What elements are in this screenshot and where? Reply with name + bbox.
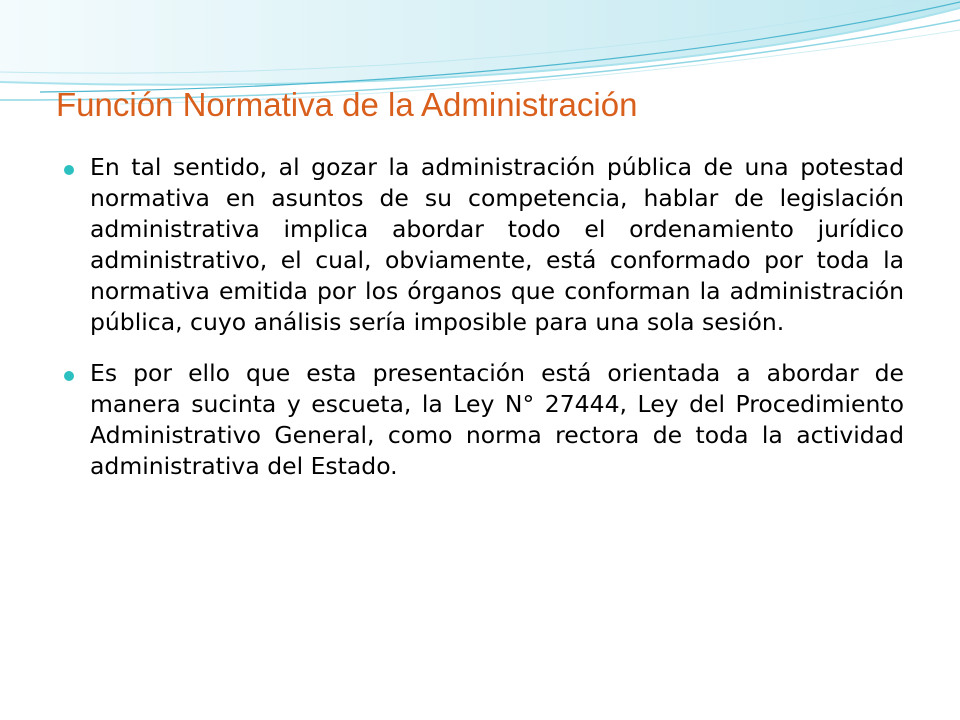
bullet-dot-icon <box>64 371 74 381</box>
bullet-text: En tal sentido, al gozar la administración pública de una potestad normativa en asuntos de su competencia, hablar de legislación administrativa implica abordar todo el ordenamiento jurídico administrativo, el cual, obviamente, está conformado por toda la normativa emitida por los órganos que conforman la administración pública, cuyo análisis sería imposible para una sola sesión. <box>90 153 904 336</box>
bullet-item <box>62 358 904 482</box>
bullet-text: Es por ello que esta presentación está orientada a abordar de manera sucinta y escueta, la Ley N° 27444, Ley del Procedimiento Administrativo General, como norma rectora de toda la actividad administrativa del Estado. <box>90 359 904 480</box>
bullet-dot-icon <box>64 165 74 175</box>
bullet-list <box>62 152 904 502</box>
bullet-item <box>62 152 904 338</box>
slide-title: Función Normativa de la Administración <box>56 86 638 123</box>
